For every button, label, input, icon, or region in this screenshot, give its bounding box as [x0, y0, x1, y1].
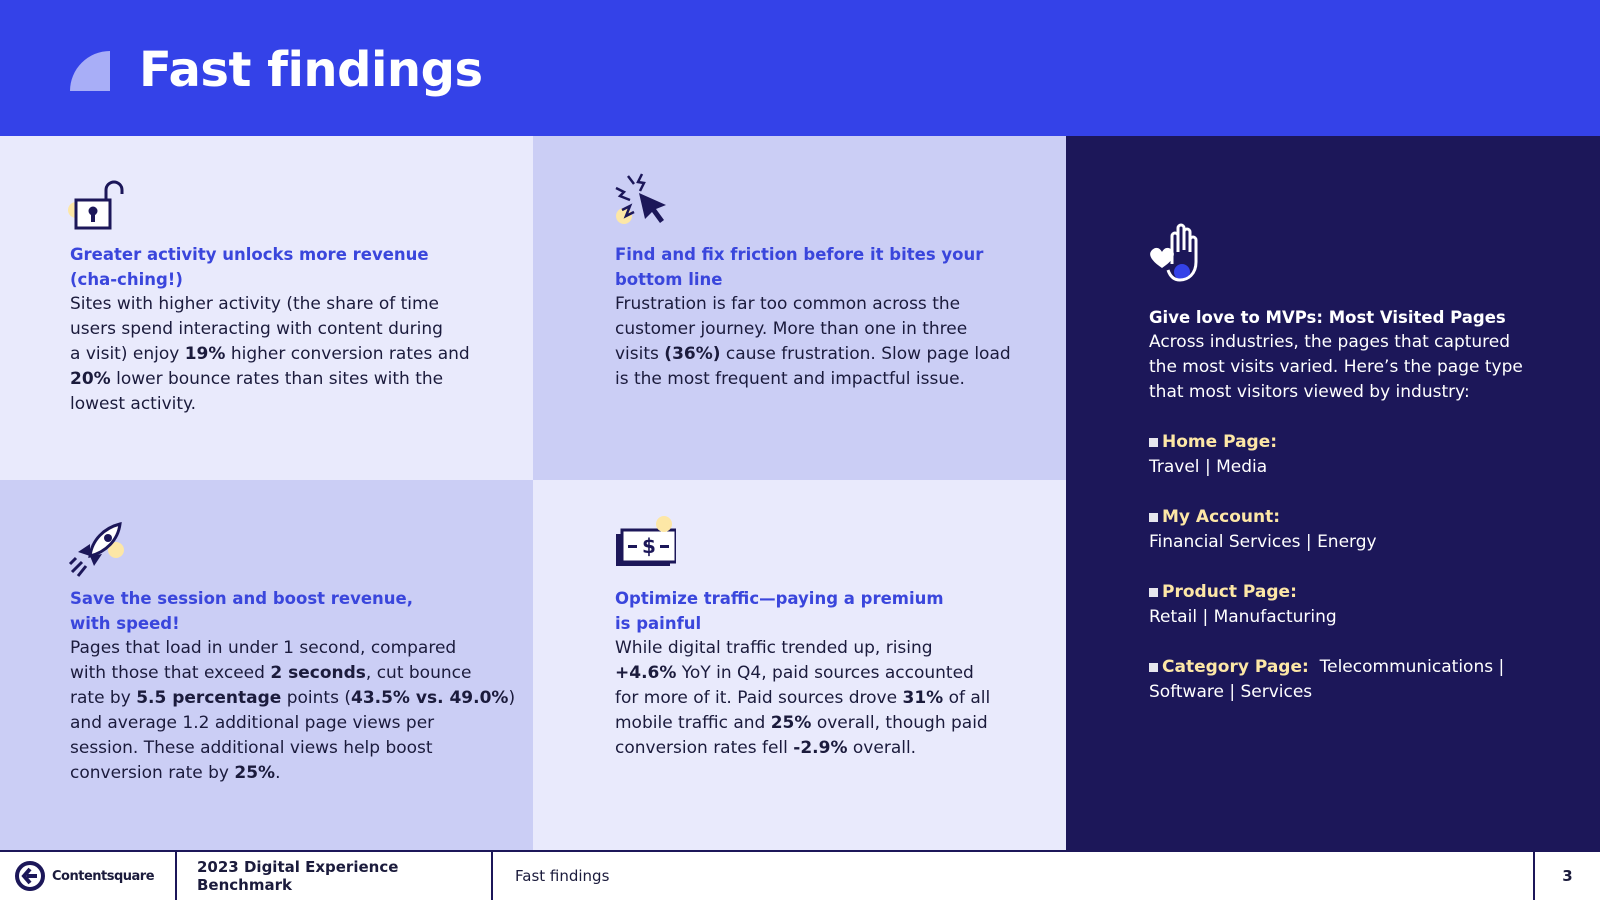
card-heading: Greater activity unlocks more revenue (cha-ching!)	[70, 245, 429, 289]
card-body: While digital traffic trended up, rising +4.6% YoY in Q4, paid sources accounted for more of it. Paid sources drove 31% of all mobile traffic and 25% overall, though paid conversion rates fell -2.9% overall.	[615, 638, 991, 758]
report-title: 2023 Digital Experience Benchmark	[175, 852, 491, 900]
contentsquare-logo-icon	[14, 860, 46, 892]
bullet-square-icon	[1149, 588, 1158, 597]
mvp-list-item: Home Page: Travel | Media	[1149, 432, 1278, 477]
rocket-icon	[68, 518, 130, 580]
header-banner	[0, 0, 1600, 136]
mvp-body: Across industries, the pages that captured the most visits varied. Here’s the page type that most visitors viewed by industry:	[1149, 332, 1523, 402]
page-title: Fast findings	[139, 42, 483, 98]
footer	[0, 850, 1600, 900]
bullet-square-icon	[1149, 663, 1158, 672]
section-name: Fast findings	[491, 852, 1533, 900]
bullet-square-icon	[1149, 438, 1158, 447]
brand-logo[interactable]	[0, 852, 175, 900]
card-heading: Find and fix friction before it bites your bottom line	[615, 245, 984, 289]
unlocked-padlock-icon	[68, 174, 130, 236]
mvp-heading: Give love to MVPs: Most Visited Pages	[1149, 308, 1506, 327]
page-number: 3	[1533, 852, 1600, 900]
hand-heart-icon	[1146, 220, 1208, 286]
card-body: Pages that load in under 1 second, compared with those that exceed 2 seconds, cut bounce rate by 5.5 percentage points (43.5% vs. 49.0%) and average 1.2 additional page views per session. These additional views help boost conversion rate by 25%.	[70, 638, 516, 783]
brand-name: Contentsquare	[52, 868, 155, 884]
card-heading: Optimize traffic—paying a premium is painful	[615, 589, 944, 633]
card-body: Frustration is far too common across the customer journey. More than one in three visits (36%) cause frustration. Slow page load is the most frequent and impactful issue.	[615, 294, 1011, 389]
card-body: Sites with higher activity (the share of time users spend interacting with content during a visit) enjoy 19% higher conversion rates and 20% lower bounce rates than sites with the lowest activity.	[70, 294, 470, 414]
mvp-list-item: Product Page: Retail | Manufacturing	[1149, 582, 1337, 627]
svg-text:$: $	[642, 534, 656, 558]
bullet-square-icon	[1149, 513, 1158, 522]
mvp-list-item: Category Page: Telecommunications | Software | Services	[1149, 657, 1505, 702]
dollar-bill-icon	[614, 516, 676, 578]
card-heading: Save the session and boost revenue, with speed!	[70, 589, 414, 633]
quarter-circle-decoration	[70, 51, 110, 91]
mvp-list-item: My Account: Financial Services | Energy	[1149, 507, 1377, 552]
frustrated-cursor-icon	[614, 172, 676, 234]
